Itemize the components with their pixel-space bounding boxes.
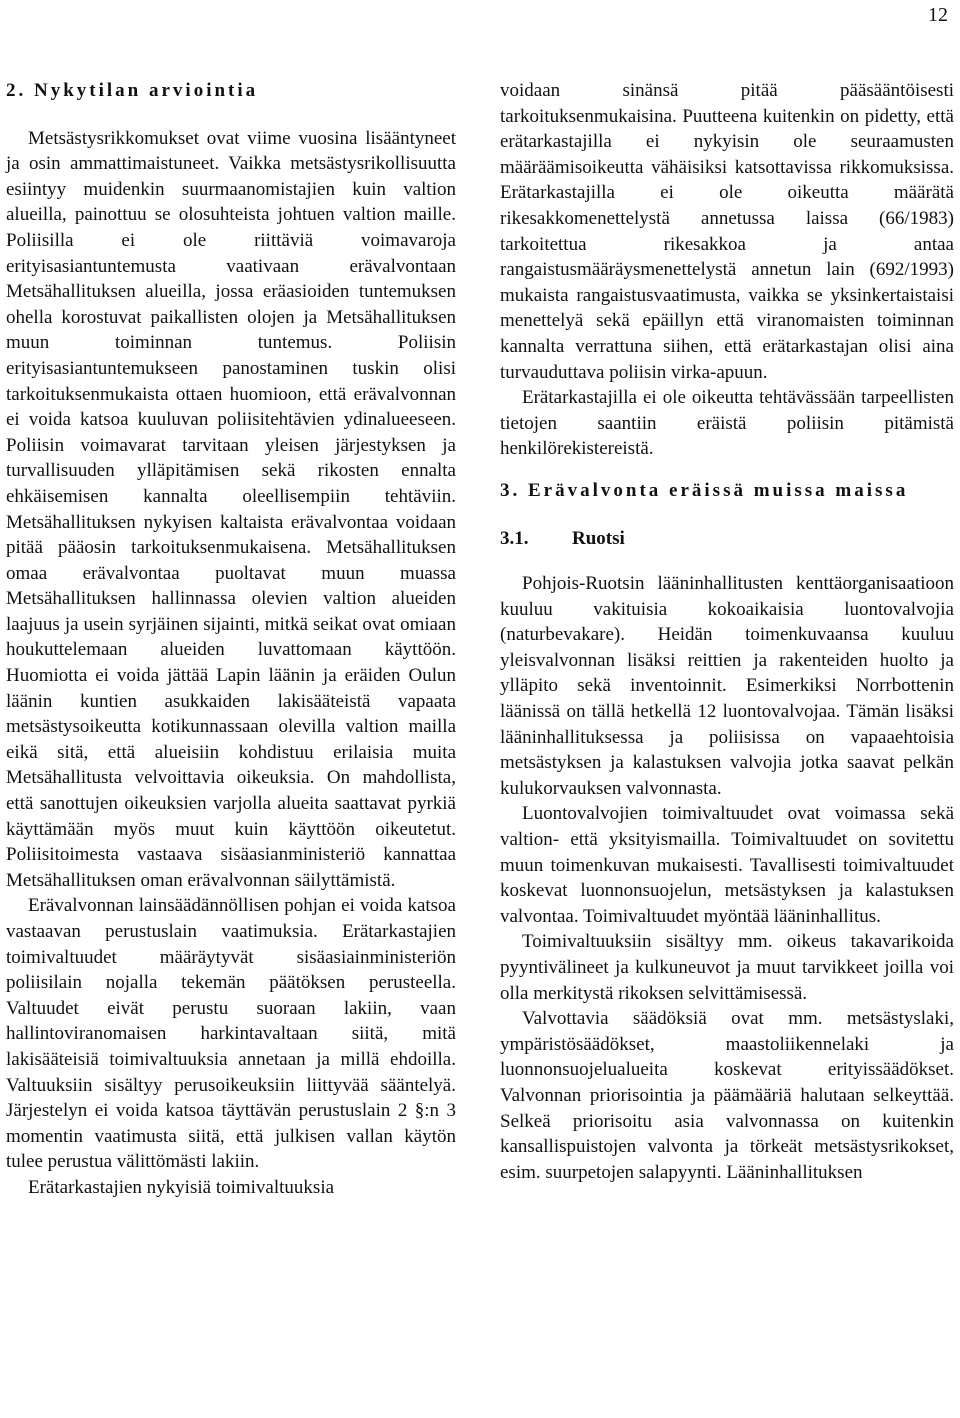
page-number: 12 xyxy=(928,4,948,26)
paragraph: Erätarkastajilla ei ole oikeutta tehtävässään tarpeellisten tietojen saantiin eräistä poliisin pitämistä henkilörekistereistä. xyxy=(500,387,954,460)
paragraph: Toimivaltuuksiin sisältyy mm. oikeus takavarikoida pyyntivälineet ja kulkuneuvot ja muut tarvikkeet joilla voi olla merkitystä rikoksen selvittämisessä. xyxy=(500,931,954,1004)
paragraph: Luontovalvojien toimivaltuudet ovat voimassa sekä valtion- että yksityismailla. Toimivaltuudet on sovitettu muun toimenkuvan mukaisesti. Tavallisesti toimivaltuudet koskevat luonnonsuojelun, metsästyksen ja kalastuksen valvontaa. Toimivaltuudet myöntää lääninhallitus. xyxy=(500,803,954,927)
paragraph: Erävalvonnan lainsäädännöllisen pohjan ei voida katsoa vastaavan perustuslain vaatimuksia. Erätarkastajien toimivaltuudet määräytyvät sisäasiainministeriön poliisilain nojalla tekemän päätöksen perusteella. Valtuudet eivät perustu suoraan lakiin, vaan hallintoviranomaisen harkintavaltaan siitä, mitä lakisääteisiä toimivaltuuksia annetaan ja millä ehdoilla. Valtuuksiin sisältyy perusoikeuksiin liittyvää sääntelyä. Järjestelyn ei voida katsoa täyttävän perustuslain 2 §:n 3 momentin vaatimusta siitä, että julkisen vallan käytön tulee perustua välittömästi lakiin. xyxy=(6,895,456,1173)
paragraph: Metsästysrikkomukset ovat viime vuosina lisääntyneet ja osin ammattimaistuneet. Vaikka metsästysrikollisuutta esiintyy muidenkin suurmaanomistajien kuin valtion alueilla, painottuu se olosuhteista johtuen valtion maille. Poliisilla ei ole riittäviä voimavaroja erityisasiantuntemusta vaativaan erävalvontaan Metsähallituksen alueilla, jossa eräasioiden tuntemuksen ohella korostuvat paikallisten olojen ja Metsähallituksen muun toiminnan tuntemus. Poliisin erityisasiantuntemukseen panostaminen tuskin olisi tarkoituksenmukaista ottaen huomioon, että erävalvonnan ei voida katsoa kuuluvan poliisitehtävien ydinalueeseen. Poliisin voimavarat tarvitaan yleisen järjestyksen ja turvallisuuden ylläpitämisen sekä rikosten ennalta ehkäisemisen kannalta oleellisempiin tehtäviin. Metsähallituksen nykyisen kaltaista erävalvontaa voidaan pitää pääosin tarkoituksenmukaisena. Metsähallituksen omaa erävalvontaa puoltavat muun muassa Metsähallituksen hallinnassa olevien valtion alueiden laajuus ja usein syrjäinen sijainti, mitkä seikat ovat omiaan houkuttelemaan alueiden luvattomaan käyttöön. Huomiotta ei voida jättää Lapin läänin ja eräiden Oulun läänin kuntien asukkaiden lakisääteistä vapaata metsästysoikeutta kotikunnassaan olevilla valtion mailla eikä sitä, että alueisiin kohdistuu erilaisia muita Metsähallitusta velvoittavia oikeuksia. On mahdollista, että sanottujen oikeuksien varjolla alueita saattavat pyrkiä käyttämään myös muut kuin käyttöön oikeutetut. Poliisitoimesta vastaava sisäasianministeriö kannattaa Metsähallituksen oman erävalvonnan säilyttämistä. xyxy=(6,127,456,891)
subsection-heading-ruotsi xyxy=(500,526,954,552)
right-column xyxy=(500,78,954,1185)
paragraph: Valvottavia säädöksiä ovat mm. metsästyslaki, ympäristösäädökset, maastoliikennelaki ja luonnonsuojelualueita koskevat erityissäädökset. Valvonnan priorisointia ja päämääriä halutaan selkeyttää. Selkeä priorisoitu asia valvonnassa on kuitenkin kansallispuistojen valvonta ja törkeät metsästysrikokset, esim. suurpetojen salapyynti. Lääninhallituksen xyxy=(500,1008,954,1183)
paragraph: Erätarkastajien nykyisiä toimivaltuuksia xyxy=(28,1176,335,1198)
section-heading-nykytilan-arviointia: 2. Nykytilan arviointia xyxy=(6,80,259,101)
subsection-number: 3.1. xyxy=(500,527,529,549)
section-heading-eravalvonta-muissa-maissa: 3. Erävalvonta eräissä muissa maissa xyxy=(500,479,909,501)
paragraph: Pohjois-Ruotsin lääninhallitusten kenttäorganisaatioon kuuluu vakituisia kokoaikaisia luontovalvojia (naturbevakare). Heidän toimenkuvaansa kuuluu yleisvalvonnan lisäksi reittien ja rakenteiden huolto ja ylläpito sekä inventoinnit. Esimerkiksi Norrbottenin läänissä on tällä hetkellä 12 luontovalvojaa. Tämän lisäksi lääninhallituksessa ja poliisissa on vapaaehtoisia metsästyksen ja kalastuksen valvojia jotka saavat pelkän kulukorvauksen valvonnasta. xyxy=(500,573,954,799)
paragraph: voidaan sinänsä pitää pääsääntöisesti tarkoituksenmukaisina. Puutteena kuitenkin on pidetty, että erätarkastajilla ei nykyisin ole seuraamusten määräämisoikeutta vähäisiksi katsottavissa rikkomuksissa. Erätarkastajilla ei ole oikeutta määrätä rikesakkomenettelystä annetussa laissa (66/1983) tarkoitettua rikesakkoa ja antaa rangaistusmääräysmenettelystä annetun lain (692/1993) mukaista rangaistusvaatimusta, vaikka se yksinkertaistaisi menettelyä sekä epäillyn että viranomaisten toiminnan kannalta verrattuna siihen, että erätarkastajan olisi aina turvauduttava poliisin virka-apuun. xyxy=(500,80,954,383)
left-column xyxy=(6,78,456,1201)
subsection-title: Ruotsi xyxy=(572,527,625,549)
